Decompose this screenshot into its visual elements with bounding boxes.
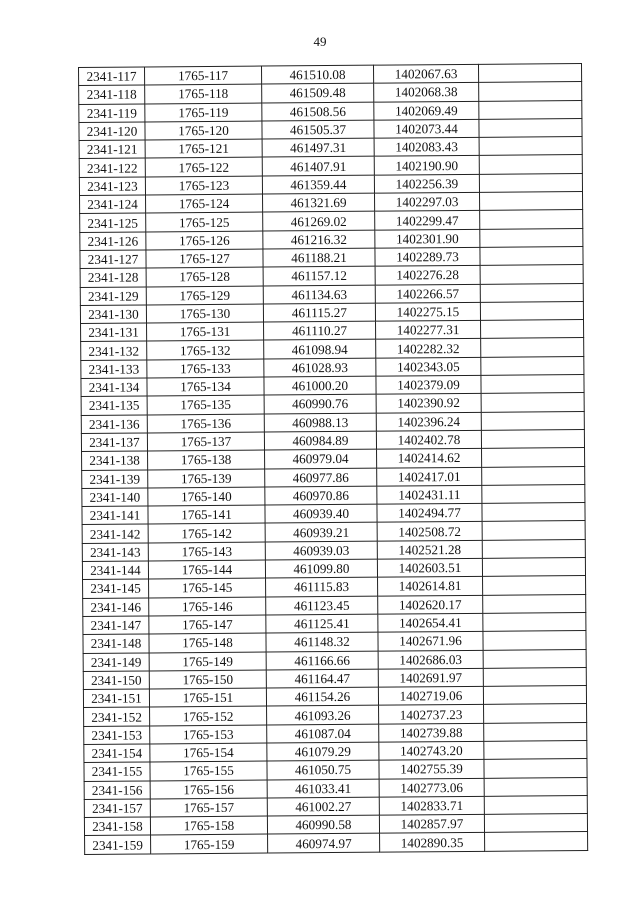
y-coordinate-cell: 1402073.44	[374, 119, 479, 138]
point-id-cell: 2341-131	[81, 323, 147, 342]
point-id-cell: 2341-132	[81, 341, 147, 360]
point-id-cell: 2341-159	[85, 835, 151, 854]
x-coordinate-cell: 461510.08	[261, 65, 373, 84]
note-cell	[482, 466, 585, 485]
alt-point-id-cell: 1765-121	[145, 139, 262, 158]
point-id-cell: 2341-136	[81, 415, 147, 434]
point-id-cell: 2341-125	[80, 213, 146, 232]
note-cell	[484, 777, 587, 796]
x-coordinate-cell: 460988.13	[264, 413, 376, 432]
note-cell	[482, 521, 585, 540]
y-coordinate-cell: 1402299.47	[375, 211, 480, 230]
x-coordinate-cell: 461098.94	[264, 340, 376, 359]
note-cell	[482, 539, 585, 558]
alt-point-id-cell: 1765-134	[147, 377, 264, 396]
y-coordinate-cell: 1402833.71	[379, 796, 484, 815]
note-cell	[480, 228, 583, 247]
y-coordinate-cell: 1402773.06	[379, 778, 484, 797]
y-coordinate-cell: 1402719.06	[378, 686, 483, 705]
y-coordinate-cell: 1402686.03	[378, 650, 483, 669]
x-coordinate-cell: 461110.27	[264, 321, 376, 340]
y-coordinate-cell: 1402276.28	[375, 266, 480, 285]
y-coordinate-cell: 1402521.28	[377, 540, 482, 559]
alt-point-id-cell: 1765-117	[145, 66, 262, 85]
alt-point-id-cell: 1765-137	[147, 432, 264, 451]
note-cell	[482, 484, 585, 503]
x-coordinate-cell: 461050.75	[267, 760, 379, 779]
alt-point-id-cell: 1765-126	[146, 231, 263, 250]
point-id-cell: 2341-129	[80, 287, 146, 306]
alt-point-id-cell: 1765-152	[150, 706, 267, 725]
point-id-cell: 2341-142	[82, 524, 148, 543]
alt-point-id-cell: 1765-124	[146, 194, 263, 213]
alt-point-id-cell: 1765-147	[149, 615, 266, 634]
x-coordinate-cell: 461093.26	[267, 706, 379, 725]
note-cell	[478, 64, 581, 83]
alt-point-id-cell: 1765-122	[145, 158, 262, 177]
point-id-cell: 2341-158	[84, 817, 150, 836]
y-coordinate-cell: 1402691.97	[378, 668, 483, 687]
x-coordinate-cell: 460984.89	[264, 431, 376, 450]
point-id-cell: 2341-139	[82, 469, 148, 488]
x-coordinate-cell: 461509.48	[262, 83, 374, 102]
note-cell	[480, 265, 583, 284]
alt-point-id-cell: 1765-128	[146, 267, 263, 286]
y-coordinate-cell: 1402275.15	[375, 302, 480, 321]
point-id-cell: 2341-148	[83, 634, 149, 653]
alt-point-id-cell: 1765-123	[145, 176, 262, 195]
x-coordinate-cell: 460990.76	[264, 395, 376, 414]
y-coordinate-cell: 1402379.09	[376, 375, 481, 394]
x-coordinate-cell: 460939.03	[265, 541, 377, 560]
point-id-cell: 2341-119	[79, 104, 145, 123]
point-id-cell: 2341-121	[79, 140, 145, 159]
x-coordinate-cell: 461157.12	[263, 266, 375, 285]
point-id-cell: 2341-135	[81, 396, 147, 415]
point-id-cell: 2341-150	[83, 671, 149, 690]
y-coordinate-cell: 1402654.41	[378, 613, 483, 632]
x-coordinate-cell: 461497.31	[262, 138, 374, 157]
x-coordinate-cell: 461148.32	[266, 632, 378, 651]
alt-point-id-cell: 1765-157	[150, 798, 267, 817]
y-coordinate-cell: 1402755.39	[379, 760, 484, 779]
point-id-cell: 2341-156	[84, 781, 150, 800]
coordinates-table-body	[79, 64, 588, 855]
note-cell	[484, 741, 587, 760]
alt-point-id-cell: 1765-151	[149, 688, 266, 707]
alt-point-id-cell: 1765-138	[148, 450, 265, 469]
x-coordinate-cell: 461359.44	[262, 175, 374, 194]
y-coordinate-cell: 1402390.92	[376, 394, 481, 413]
y-coordinate-cell: 1402068.38	[374, 83, 479, 102]
note-cell	[482, 448, 585, 467]
point-id-cell: 2341-149	[83, 652, 149, 671]
note-cell	[479, 100, 582, 119]
note-cell	[481, 356, 584, 375]
x-coordinate-cell: 460979.04	[265, 449, 377, 468]
note-cell	[484, 795, 587, 814]
x-coordinate-cell: 460939.40	[265, 504, 377, 523]
x-coordinate-cell: 461154.26	[266, 687, 378, 706]
x-coordinate-cell: 461216.32	[263, 230, 375, 249]
y-coordinate-cell: 1402494.77	[377, 503, 482, 522]
y-coordinate-cell: 1402614.81	[378, 577, 483, 596]
alt-point-id-cell: 1765-145	[149, 578, 266, 597]
point-id-cell: 2341-134	[81, 378, 147, 397]
note-cell	[481, 429, 584, 448]
x-coordinate-cell: 461000.20	[264, 376, 376, 395]
note-cell	[483, 667, 586, 686]
point-id-cell: 2341-127	[80, 250, 146, 269]
x-coordinate-cell: 460990.58	[267, 815, 379, 834]
note-cell	[483, 649, 586, 668]
y-coordinate-cell: 1402739.88	[379, 723, 484, 742]
x-coordinate-cell: 461125.41	[266, 614, 378, 633]
note-cell	[484, 814, 587, 833]
alt-point-id-cell: 1765-158	[150, 816, 267, 835]
note-cell	[479, 155, 582, 174]
alt-point-id-cell: 1765-140	[148, 487, 265, 506]
y-coordinate-cell: 1402431.11	[377, 485, 482, 504]
y-coordinate-cell: 1402671.96	[378, 632, 483, 651]
note-cell	[483, 612, 586, 631]
y-coordinate-cell: 1402067.63	[373, 64, 478, 83]
point-id-cell: 2341-126	[80, 232, 146, 251]
y-coordinate-cell: 1402603.51	[377, 558, 482, 577]
point-id-cell: 2341-152	[84, 707, 150, 726]
note-cell	[483, 686, 586, 705]
alt-point-id-cell: 1765-146	[149, 597, 266, 616]
point-id-cell: 2341-138	[82, 451, 148, 470]
alt-point-id-cell: 1765-131	[147, 322, 264, 341]
point-id-cell: 2341-140	[82, 488, 148, 507]
point-id-cell: 2341-128	[80, 268, 146, 287]
y-coordinate-cell: 1402190.90	[374, 156, 479, 175]
alt-point-id-cell: 1765-141	[148, 505, 265, 524]
x-coordinate-cell: 460939.21	[265, 523, 377, 542]
y-coordinate-cell: 1402737.23	[379, 705, 484, 724]
point-id-cell: 2341-120	[79, 122, 145, 141]
note-cell	[480, 283, 583, 302]
y-coordinate-cell: 1402396.24	[376, 412, 481, 431]
y-coordinate-cell: 1402256.39	[374, 174, 479, 193]
alt-point-id-cell: 1765-135	[147, 395, 264, 414]
note-cell	[484, 722, 587, 741]
note-cell	[485, 832, 588, 851]
alt-point-id-cell: 1765-154	[150, 743, 267, 762]
y-coordinate-cell: 1402402.78	[376, 430, 481, 449]
point-id-cell: 2341-122	[79, 158, 145, 177]
coordinates-table	[78, 63, 588, 855]
point-id-cell: 2341-141	[82, 506, 148, 525]
point-id-cell: 2341-124	[80, 195, 146, 214]
note-cell	[482, 558, 585, 577]
alt-point-id-cell: 1765-132	[147, 341, 264, 360]
x-coordinate-cell: 461407.91	[262, 157, 374, 176]
alt-point-id-cell: 1765-125	[146, 212, 263, 231]
alt-point-id-cell: 1765-127	[146, 249, 263, 268]
point-id-cell: 2341-155	[84, 762, 150, 781]
alt-point-id-cell: 1765-155	[150, 761, 267, 780]
point-id-cell: 2341-145	[83, 579, 149, 598]
alt-point-id-cell: 1765-142	[148, 523, 265, 542]
x-coordinate-cell: 460970.86	[265, 486, 377, 505]
alt-point-id-cell: 1765-119	[145, 103, 262, 122]
point-id-cell: 2341-154	[84, 744, 150, 763]
page-number: 49	[313, 34, 327, 49]
x-coordinate-cell: 461164.47	[266, 669, 378, 688]
y-coordinate-cell: 1402857.97	[379, 815, 484, 834]
x-coordinate-cell: 461079.29	[267, 742, 379, 761]
x-coordinate-cell: 461115.83	[266, 577, 378, 596]
x-coordinate-cell: 461099.80	[265, 559, 377, 578]
alt-point-id-cell: 1765-143	[148, 542, 265, 561]
alt-point-id-cell: 1765-144	[148, 560, 265, 579]
table-row	[85, 832, 588, 854]
point-id-cell: 2341-153	[84, 726, 150, 745]
y-coordinate-cell: 1402743.20	[379, 741, 484, 760]
alt-point-id-cell: 1765-130	[146, 304, 263, 323]
y-coordinate-cell: 1402266.57	[375, 284, 480, 303]
x-coordinate-cell: 461123.45	[266, 596, 378, 615]
y-coordinate-cell: 1402343.05	[376, 357, 481, 376]
y-coordinate-cell: 1402890.35	[380, 833, 485, 852]
note-cell	[484, 759, 587, 778]
x-coordinate-cell: 461087.04	[267, 724, 379, 743]
y-coordinate-cell: 1402297.03	[375, 192, 480, 211]
x-coordinate-cell: 461269.02	[263, 212, 375, 231]
note-cell	[479, 82, 582, 101]
note-cell	[479, 192, 582, 211]
point-id-cell: 2341-118	[79, 85, 145, 104]
alt-point-id-cell: 1765-150	[149, 670, 266, 689]
y-coordinate-cell: 1402277.31	[376, 321, 481, 340]
note-cell	[483, 576, 586, 595]
x-coordinate-cell: 461033.41	[267, 779, 379, 798]
point-id-cell: 2341-146	[83, 598, 149, 617]
note-cell	[483, 631, 586, 650]
point-id-cell: 2341-133	[81, 360, 147, 379]
y-coordinate-cell: 1402289.73	[375, 247, 480, 266]
y-coordinate-cell: 1402083.43	[374, 138, 479, 157]
x-coordinate-cell: 460974.97	[268, 834, 380, 853]
note-cell	[479, 137, 582, 156]
x-coordinate-cell: 460977.86	[265, 468, 377, 487]
x-coordinate-cell: 461508.56	[262, 102, 374, 121]
point-id-cell: 2341-123	[79, 177, 145, 196]
note-cell	[480, 301, 583, 320]
alt-point-id-cell: 1765-153	[150, 725, 267, 744]
point-id-cell: 2341-130	[80, 305, 146, 324]
x-coordinate-cell: 461134.63	[263, 285, 375, 304]
x-coordinate-cell: 461188.21	[263, 248, 375, 267]
note-cell	[481, 338, 584, 357]
note-cell	[479, 173, 582, 192]
x-coordinate-cell: 461505.37	[262, 120, 374, 139]
note-cell	[481, 375, 584, 394]
y-coordinate-cell: 1402301.90	[375, 229, 480, 248]
point-id-cell: 2341-117	[79, 67, 145, 86]
alt-point-id-cell: 1765-120	[145, 121, 262, 140]
y-coordinate-cell: 1402069.49	[374, 101, 479, 120]
y-coordinate-cell: 1402282.32	[376, 339, 481, 358]
note-cell	[481, 320, 584, 339]
x-coordinate-cell: 461321.69	[263, 193, 375, 212]
x-coordinate-cell: 461115.27	[263, 303, 375, 322]
note-cell	[480, 210, 583, 229]
y-coordinate-cell: 1402620.17	[378, 595, 483, 614]
note-cell	[481, 393, 584, 412]
point-id-cell: 2341-147	[83, 616, 149, 635]
x-coordinate-cell: 461166.66	[266, 651, 378, 670]
alt-point-id-cell: 1765-156	[150, 780, 267, 799]
alt-point-id-cell: 1765-148	[149, 633, 266, 652]
alt-point-id-cell: 1765-136	[147, 414, 264, 433]
note-cell	[479, 118, 582, 137]
alt-point-id-cell: 1765-159	[151, 835, 268, 854]
alt-point-id-cell: 1765-133	[147, 359, 264, 378]
point-id-cell: 2341-137	[81, 433, 147, 452]
x-coordinate-cell: 461002.27	[267, 797, 379, 816]
x-coordinate-cell: 461028.93	[264, 358, 376, 377]
alt-point-id-cell: 1765-149	[149, 652, 266, 671]
point-id-cell: 2341-144	[82, 561, 148, 580]
point-id-cell: 2341-157	[84, 799, 150, 818]
note-cell	[481, 411, 584, 430]
note-cell	[483, 594, 586, 613]
alt-point-id-cell: 1765-139	[148, 469, 265, 488]
note-cell	[482, 503, 585, 522]
alt-point-id-cell: 1765-118	[145, 84, 262, 103]
note-cell	[484, 704, 587, 723]
alt-point-id-cell: 1765-129	[146, 286, 263, 305]
y-coordinate-cell: 1402417.01	[377, 467, 482, 486]
y-coordinate-cell: 1402508.72	[377, 522, 482, 541]
point-id-cell: 2341-151	[83, 689, 149, 708]
note-cell	[480, 247, 583, 266]
point-id-cell: 2341-143	[82, 543, 148, 562]
y-coordinate-cell: 1402414.62	[377, 449, 482, 468]
